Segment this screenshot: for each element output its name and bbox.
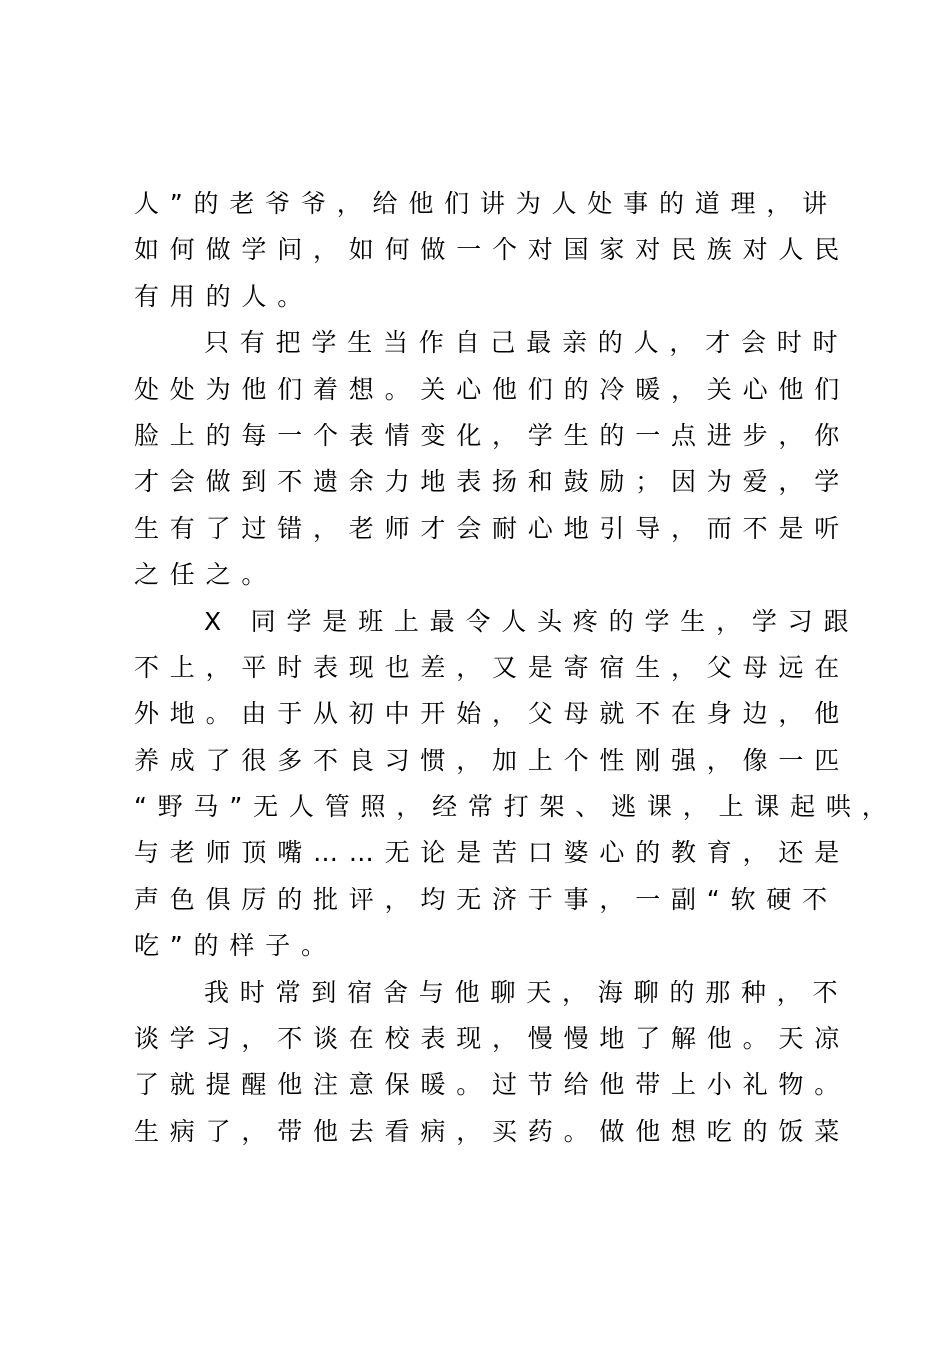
text-line: 养成了很多不良习惯，加上个性刚强，像一匹 [134,745,851,775]
text-line: 如何做学问，如何做一个对国家对民族对人民 [134,235,851,265]
text-line: 不上，平时表现也差，又是寄宿生，父母远在 [134,652,851,682]
text-line: 外地。由于从初中开始，父母就不在身边，他 [134,699,851,729]
text-line: 人”的老爷爷，给他们讲为人处事的道理，讲 [134,189,838,218]
paragraph-first-line: 我时常到宿舍与他聊天，海聊的那种，不 [204,977,849,1007]
text-line: 谈学习，不谈在校表现，慢慢地了解他。天凉 [134,1024,851,1054]
text-line: 有用的人。 [134,281,314,311]
text-line: 声色俱厉的批评，均无济于事，一副“软硬不 [134,884,838,914]
text-line: 吃”的样子。 [134,931,337,961]
paragraph-first-line: X 同学是班上最令人头疼的学生，学习跟 [204,606,860,636]
text-line: 之任之。 [134,560,278,590]
body-text [134,181,898,1155]
text-line: 与老师顶嘴……无论是苦口婆心的教育，还是 [134,838,851,868]
text-line: 脸上的每一个表情变化，学生的一点进步，你 [134,420,851,450]
text-line: 了就提醒他注意保暖。过节给他带上小礼物。 [134,1070,851,1100]
text-line: 处处为他们着想。关心他们的冷暖，关心他们 [134,374,851,404]
text-line: “野马”无人管照，经常打架、逃课，上课起哄， [134,792,898,822]
text-line: 生病了，带他去看病，买药。做他想吃的饭菜 [134,1116,851,1146]
text-line: 生有了过错，老师才会耐心地引导，而不是听 [134,513,851,543]
text-line: 才会做到不遗余力地表扬和鼓励；因为爱，学 [134,467,851,497]
paragraph-first-line: 只有把学生当作自己最亲的人，才会时时 [204,328,849,358]
